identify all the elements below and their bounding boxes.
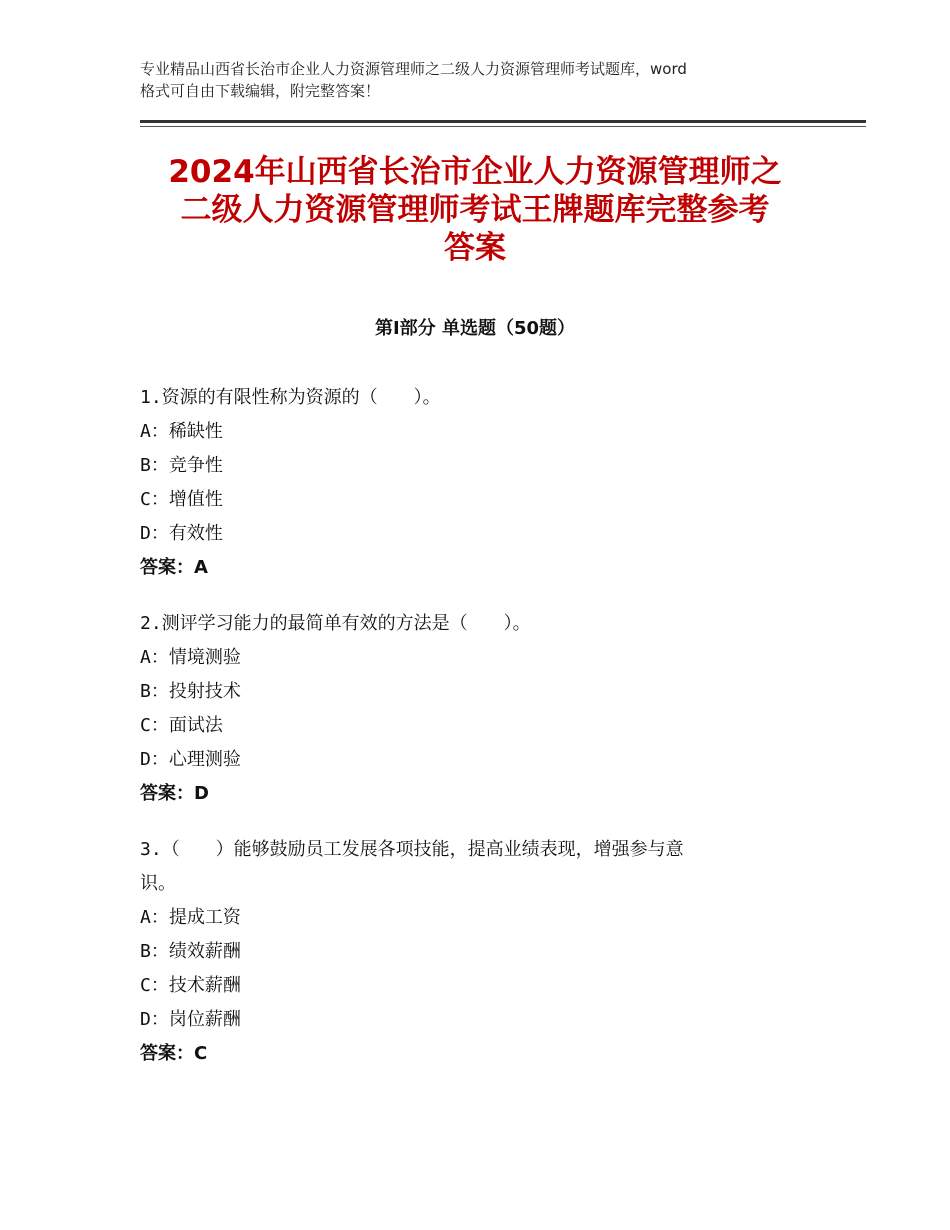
option-d: D：心理测验 bbox=[140, 749, 241, 770]
question-2 bbox=[140, 607, 820, 811]
document-title bbox=[110, 153, 840, 267]
title-line-2: 二级人力资源管理师考试王牌题库完整参考 bbox=[180, 192, 770, 228]
option-a: A：情境测验 bbox=[140, 647, 241, 668]
header-divider-thick bbox=[140, 120, 866, 123]
option-d: D：岗位薪酬 bbox=[140, 1009, 241, 1030]
question-stem-line: 识。 bbox=[140, 873, 176, 894]
option-a: A：提成工资 bbox=[140, 907, 241, 928]
question-stem bbox=[140, 607, 820, 641]
title-line-3: 答案 bbox=[444, 230, 506, 266]
question-stem-line: 2.测评学习能力的最简单有效的方法是（ ）。 bbox=[140, 613, 531, 634]
question-stem bbox=[140, 833, 820, 901]
section-title: 第Ⅰ部分 单选题（50题） bbox=[374, 318, 575, 339]
header-divider-thin bbox=[140, 126, 866, 127]
option-c: C：面试法 bbox=[140, 715, 223, 736]
question-3 bbox=[140, 833, 820, 1071]
title-line-1: 2024年山西省长治市企业人力资源管理师之 bbox=[168, 154, 782, 190]
option-b: B：投射技术 bbox=[140, 681, 241, 702]
option-d: D：有效性 bbox=[140, 523, 223, 544]
answer: 答案：C bbox=[140, 1043, 208, 1064]
answer: 答案：A bbox=[140, 557, 208, 578]
option-b: B：绩效薪酬 bbox=[140, 941, 241, 962]
option-c: C：增值性 bbox=[140, 489, 223, 510]
page-header bbox=[140, 58, 840, 102]
answer: 答案：D bbox=[140, 783, 209, 804]
header-line-2: 格式可自由下载编辑，附完整答案！ bbox=[140, 82, 381, 100]
header-line-1: 专业精品山西省长治市企业人力资源管理师之二级人力资源管理师考试题库，word bbox=[140, 60, 687, 78]
option-a: A：稀缺性 bbox=[140, 421, 223, 442]
question-1 bbox=[140, 381, 820, 585]
question-stem-line: 1.资源的有限性称为资源的（ ）。 bbox=[140, 387, 441, 408]
option-b: B：竞争性 bbox=[140, 455, 223, 476]
question-list bbox=[140, 381, 820, 1093]
question-stem bbox=[140, 381, 820, 415]
question-stem-line: 3.（ ）能够鼓励员工发展各项技能，提高业绩表现，增强参与意 bbox=[140, 839, 684, 860]
option-c: C：技术薪酬 bbox=[140, 975, 241, 996]
